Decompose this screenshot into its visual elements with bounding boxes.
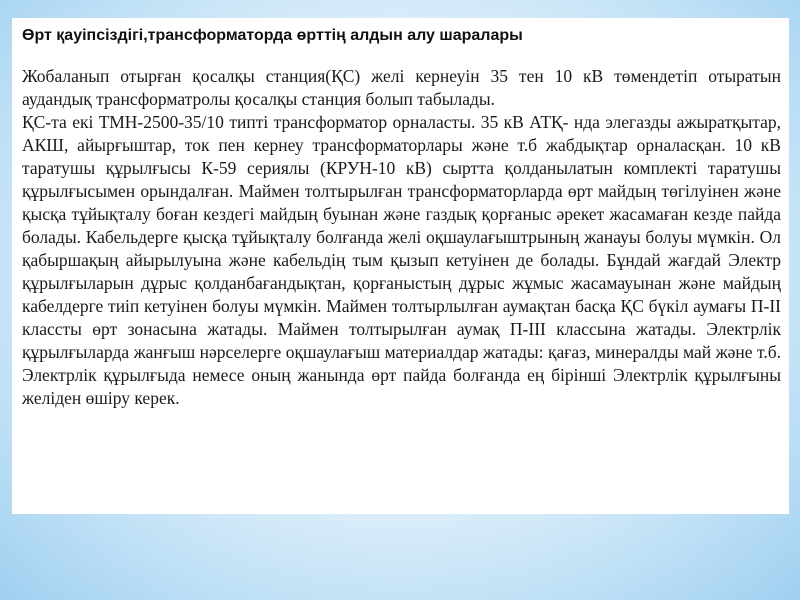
slide-title: Өрт қауіпсіздігі,трансформаторда өрттің алдын алу шаралары: [22, 27, 523, 44]
text-panel: [12, 18, 789, 514]
paragraph-intro: Жобаланып отырған қосалқы станция(ҚС) желі кернеуін 35 тен 10 кВ төмендетіп отыратын аудандық трансформатролы қосалқы станция болып табылады.: [22, 66, 781, 109]
paragraph-body: ҚС-та екі ТМН-2500-35/10 типті трансформатор орналасты. 35 кВ АТҚ- нда элегазды ажыратқытар, АКШ, айырғыштар, ток пен кернеу трансформаторлары және т.б жабдықтар орналасқан. 10 кВ таратушы құрылғысы К-59 сериялы (КРУН-10 кВ) сыртта қолданылатын комплекті таратушы құрылғысымен орындалған. Маймен толтырылған трансформаторларда өрт майдың төгілуінен және қысқа тұйықталу боған кездегі майдың буынан және газдық қорғаныс әрекет жасамаған кезде пайда болады. Кабельдерге қысқа тұйықталу болғанда желі оқшаулағыштрының жанауы болуы мүмкін. Ол қабыршақың айырылуына және кабельдің тым қызып кетуінен де болады. Бұндай жағдай Электр құрылғыларын дұрыс қолданбағандықтан, қорғаныстың дұрыс жұмыс жасамауынан және майдың кабелдерге тиіп кетуінен болуы мүмкін. Маймен толтырлылған аумақтан басқа ҚС бүкіл аумағы П-ІІ классты өрт зонасына жатады. Маймен толтырылған аумақ П-ІІІ классына жатады. Электрлік құрылғыларда жанғыш нәрселерге оқшаулағыш материалдар жатады: қағаз, минералды май және т.б. Электрлік құрылғыда немесе оның жанында өрт пайда болғанда ең бірінші Электрлік құрылғыны желіден өшіру керек.: [22, 112, 781, 408]
